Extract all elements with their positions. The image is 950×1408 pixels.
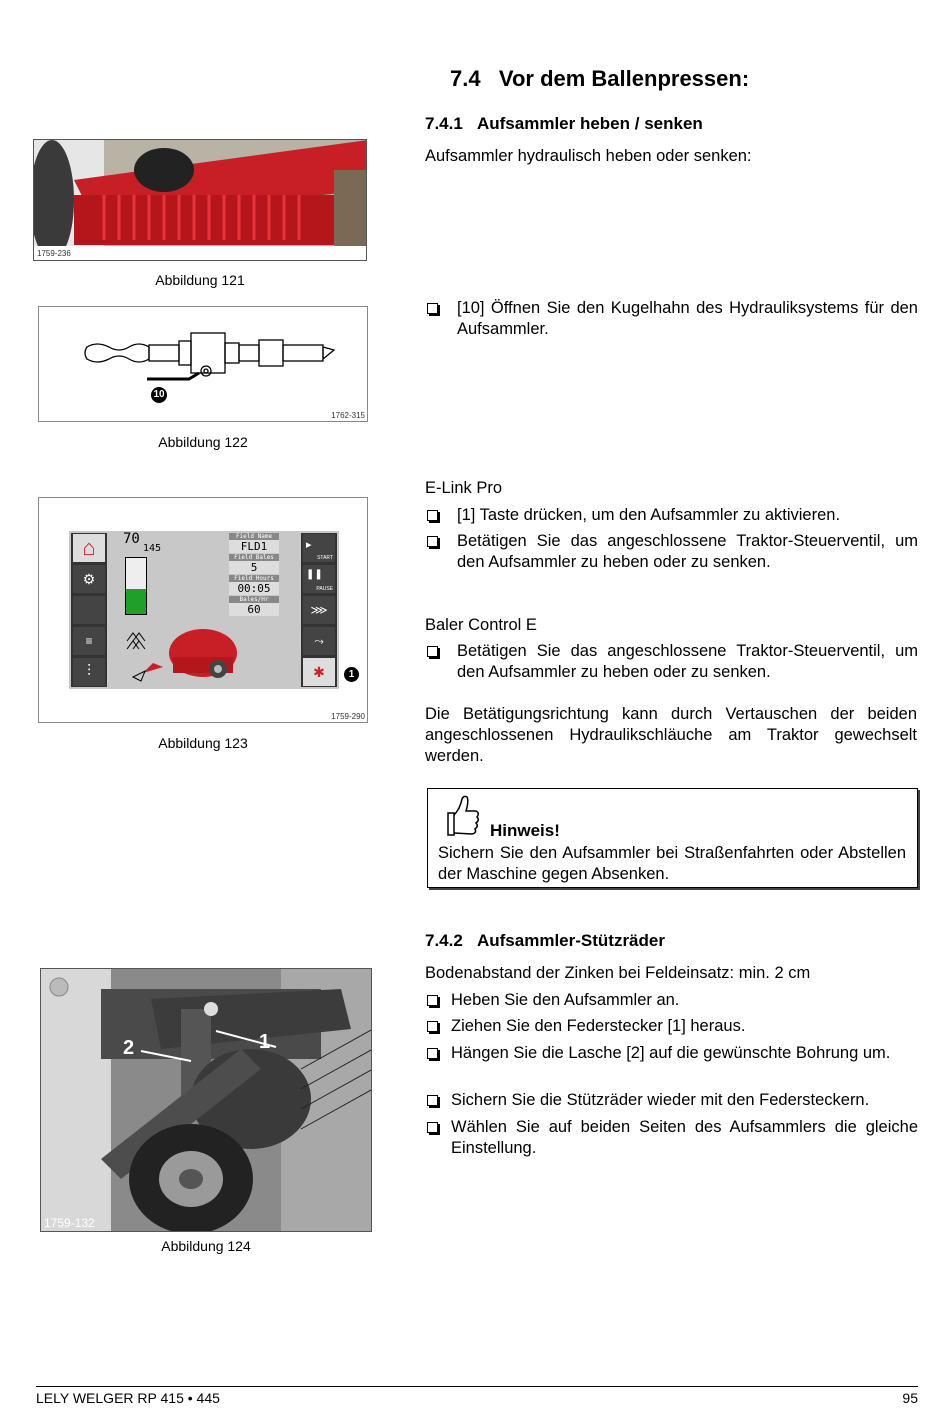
figure-121-photo	[33, 139, 367, 261]
label-2-marker: 2	[123, 1037, 135, 1059]
bullet-text: Sichern Sie die Stützräder wieder mit den Federsteckern.	[451, 1091, 870, 1109]
figure-121-id: 1759-236	[37, 249, 71, 258]
terminal-left-column	[71, 533, 107, 687]
footer-rule	[36, 1386, 918, 1387]
bales-per-hour-value: 60	[229, 603, 279, 616]
bullet-text: [1] Taste drücken, um den Aufsammler zu aktivieren.	[457, 506, 841, 524]
figure-123-id: 1759-290	[331, 712, 365, 721]
support-bullet-1	[425, 990, 918, 1011]
support-wheels-intro: Bodenabstand der Zinken bei Feldeinsatz: min. 2 cm	[425, 964, 811, 982]
bullet-text: Hängen Sie die Lasche [2] auf die gewünschte Bohrung um.	[451, 1044, 891, 1062]
bale-size-target: 145	[143, 543, 162, 554]
start-label: START	[317, 555, 333, 561]
figure-124-caption: Abbildung 124	[161, 1238, 251, 1254]
field-bales-label: Field Bales	[229, 554, 279, 561]
note-title: Hinweis!	[490, 821, 560, 840]
checkbox-icon	[427, 1122, 438, 1133]
support-bullet-4	[425, 1090, 918, 1111]
settings-icon: ⚙	[73, 565, 105, 593]
bale-level-fill	[126, 589, 146, 614]
figure-124-id: 1759-132	[44, 1216, 95, 1230]
figure-121-caption: Abbildung 121	[155, 272, 245, 288]
figure-123-terminal	[38, 497, 368, 723]
figure-122-drawing	[38, 306, 368, 422]
pause-icon: ❚❚	[306, 569, 323, 580]
checkbox-icon	[427, 536, 438, 547]
pickup-activate-button: ✱	[303, 658, 335, 686]
pause-button	[303, 565, 335, 593]
field-name-value: FLD1	[229, 540, 279, 553]
note-text: Sichern Sie den Aufsammler bei Straßenfahrten oder Abstellen der Maschine gegen Absenken.	[438, 844, 906, 883]
footer-product: LELY WELGER RP 415 • 445	[36, 1390, 220, 1406]
elink-label: E-Link Pro	[425, 479, 503, 497]
bale-level-bar	[125, 557, 147, 615]
counter-icon: ≡	[73, 627, 105, 655]
checkbox-icon	[427, 510, 438, 521]
callout-1-marker: 1	[344, 667, 359, 682]
bullet-text: Betätigen Sie das angeschlossene Traktor-Steuerventil, um den Aufsammler zu heben oder zu senken.	[457, 642, 918, 681]
terminal-right-column	[301, 533, 337, 687]
figure-123-caption: Abbildung 123	[158, 735, 248, 751]
bullet-text: Heben Sie den Aufsammler an.	[451, 991, 680, 1009]
bales-per-hour-label: Bales/Hr	[229, 596, 279, 603]
net-icon: ⤳	[303, 627, 335, 655]
section-title: 7.4 Vor dem Ballenpressen:	[450, 66, 750, 91]
checkbox-icon	[427, 1095, 438, 1106]
bale-size-value: 70	[123, 531, 140, 547]
subsection-title-pickup: 7.4.1 Aufsammler heben / senken	[425, 114, 703, 133]
bullet-open-valve	[425, 298, 918, 340]
support-bullet-5	[425, 1117, 918, 1159]
start-button	[303, 534, 335, 562]
field-info-panel	[229, 533, 279, 616]
figure-124-photo	[40, 968, 372, 1232]
pickup-photo-illustration	[34, 140, 367, 261]
support-wheel-photo-illustration	[41, 969, 372, 1232]
figure-122-id: 1762-315	[331, 411, 365, 420]
checkbox-icon	[427, 1021, 438, 1032]
checkbox-icon	[427, 995, 438, 1006]
ball-valve-drawing	[39, 307, 368, 422]
pause-label: PAUSE	[316, 586, 333, 592]
baler-bullet-1	[425, 641, 918, 683]
page-number: 95	[902, 1390, 918, 1406]
thumbs-up-icon	[442, 793, 482, 837]
terminal-screen	[69, 531, 339, 689]
support-bullet-2	[425, 1016, 918, 1037]
elink-bullet-2	[425, 531, 918, 573]
field-bales-value: 5	[229, 561, 279, 574]
field-hours-label: Field Hours	[229, 575, 279, 582]
bullet-text: Wählen Sie auf beiden Seiten des Aufsammlers die gleiche Einstellung.	[451, 1118, 918, 1157]
note-box	[427, 788, 918, 888]
field-hours-value: 00:05	[229, 582, 279, 595]
bullet-text: Ziehen Sie den Federstecker [1] heraus.	[451, 1017, 746, 1035]
elink-bullet-1	[425, 505, 918, 526]
empty-button	[73, 596, 105, 624]
play-icon: ▸	[306, 539, 312, 551]
knives-icon: ⋙	[303, 596, 335, 624]
checkbox-icon	[427, 1048, 438, 1059]
baler-control-label: Baler Control E	[425, 616, 537, 634]
field-name-label: Field Name	[229, 533, 279, 540]
checkbox-icon	[427, 646, 438, 657]
label-1-marker: 1	[259, 1031, 271, 1053]
baler-illustration	[123, 623, 263, 685]
pickup-intro: Aufsammler hydraulisch heben oder senken:	[425, 147, 752, 165]
callout-10-marker: 10	[151, 387, 167, 403]
figure-122-caption: Abbildung 122	[158, 434, 248, 450]
support-bullet-3	[425, 1043, 918, 1064]
bullet-text: [10] Öffnen Sie den Kugelhahn des Hydrauliksystems für den Aufsammler.	[457, 299, 918, 338]
sliders-icon: ⫶	[73, 658, 105, 686]
checkbox-icon	[427, 303, 438, 314]
direction-paragraph: Die Betätigungsrichtung kann durch Vertauschen der beiden angeschlossenen Hydraulikschläuche am Traktor gewechselt werden.	[425, 705, 917, 765]
bullet-text: Betätigen Sie das angeschlossene Traktor-Steuerventil, um den Aufsammler zu heben oder zu senken.	[457, 532, 918, 571]
home-icon: ⌂	[73, 534, 105, 562]
subsection-title-support-wheels: 7.4.2 Aufsammler-Stützräder	[425, 931, 665, 950]
